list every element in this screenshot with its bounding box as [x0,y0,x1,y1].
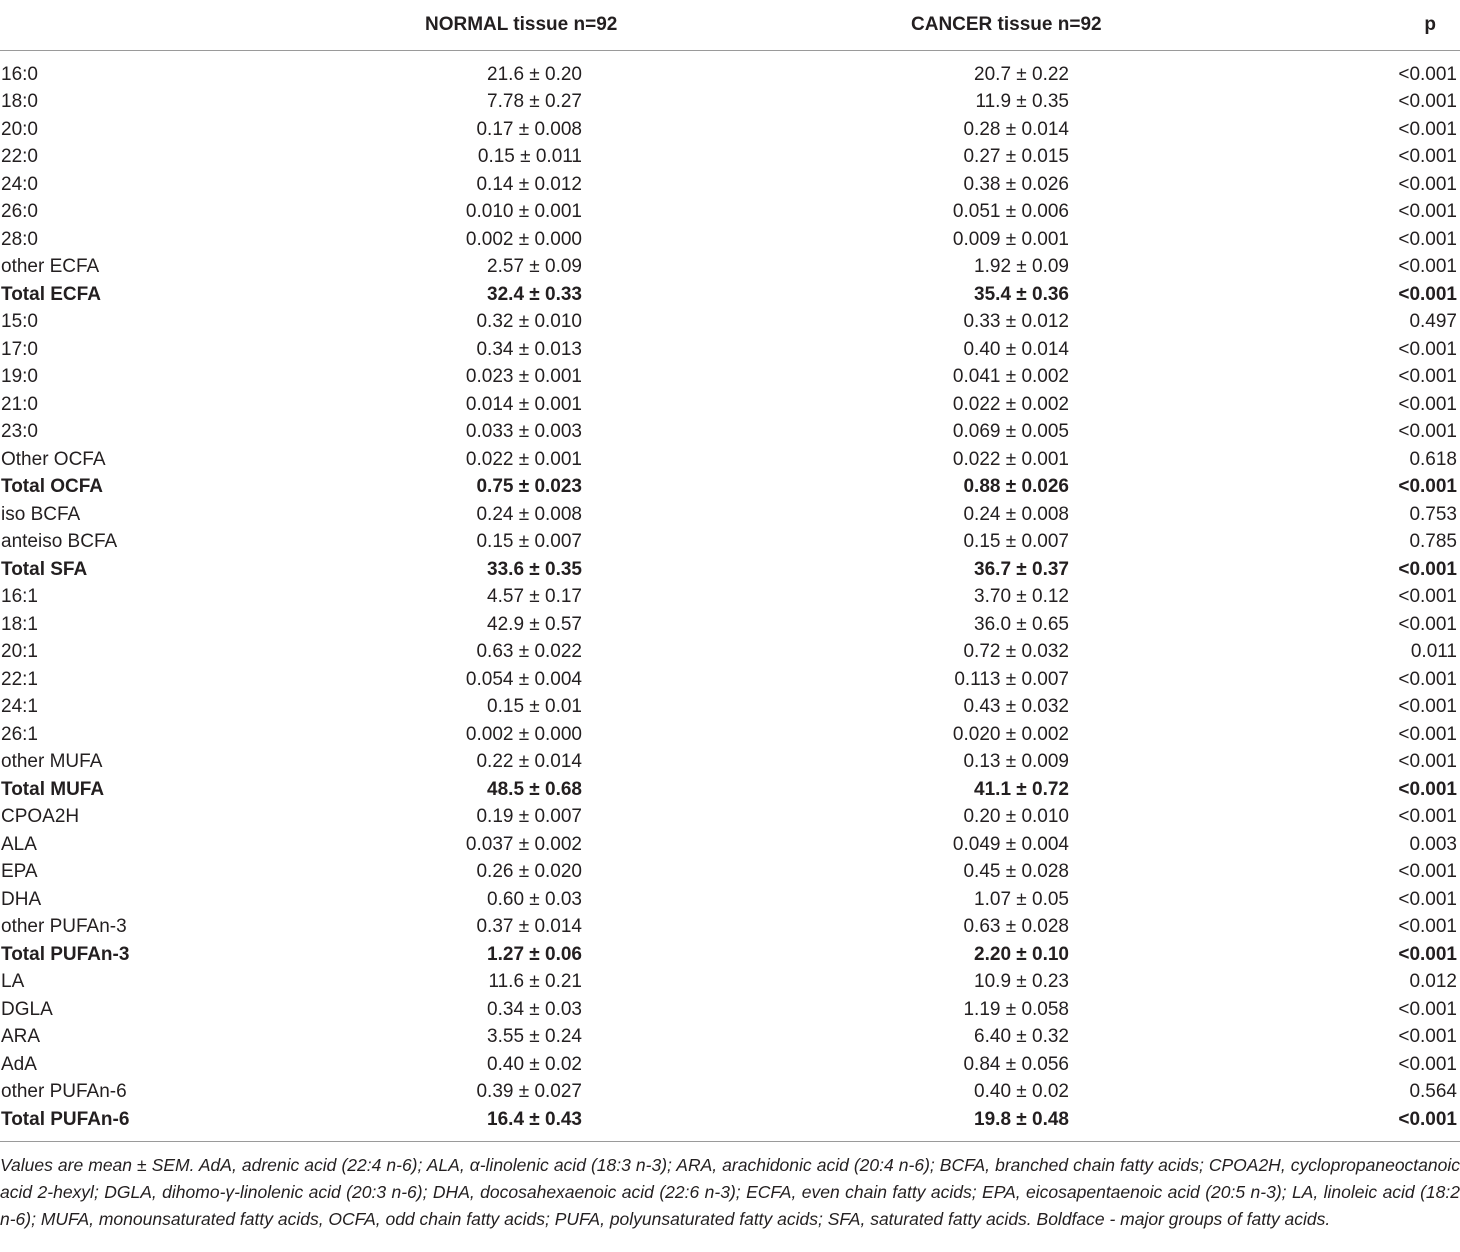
row-cancer-value: 0.051 ± 0.006 [952,201,1069,223]
row-normal-value: 0.037 ± 0.002 [465,833,582,855]
row-p-value: <0.001 [1398,668,1457,690]
row-normal-value: 2.57 ± 0.09 [487,256,582,278]
table-row-total [0,281,1460,309]
row-normal-value: 33.6 ± 0.35 [487,558,582,580]
table-row [0,309,1460,337]
row-p-value: <0.001 [1398,63,1457,85]
row-cancer-value: 0.049 ± 0.004 [952,833,1069,855]
row-normal-value: 0.19 ± 0.007 [476,806,582,828]
row-p-value: <0.001 [1398,1026,1457,1048]
row-cancer-value: 11.9 ± 0.35 [975,91,1069,113]
row-label: Total PUFAn-6 [1,1108,130,1130]
row-p-value: <0.001 [1398,1108,1457,1130]
row-p-value: <0.001 [1398,558,1457,580]
row-label: AdA [1,1053,37,1075]
table-row [0,804,1460,832]
row-cancer-value: 0.15 ± 0.007 [963,531,1069,553]
table-row [0,501,1460,529]
row-label: 16:0 [1,63,38,85]
table-row [0,969,1460,997]
row-label: anteiso BCFA [1,531,118,553]
row-cancer-value: 3.70 ± 0.12 [974,586,1069,608]
row-label: 24:0 [1,173,38,195]
row-p-value: <0.001 [1398,421,1457,443]
table-row [0,831,1460,859]
row-label: other PUFAn-6 [1,1081,127,1103]
row-normal-value: 42.9 ± 0.57 [487,613,582,635]
table-row-total [0,474,1460,502]
row-p-value: <0.001 [1398,118,1457,140]
row-normal-value: 0.39 ± 0.027 [476,1081,582,1103]
table-footnote: Values are mean ± SEM. AdA, adrenic acid (22:4 n-6); ALA, α-linolenic acid (18:3 n-3); ARA, arachidonic acid (20:4 n-6); BCFA, branched chain fatty acids; CPOA2H, cyclopropaneoctanoic acid 2-hexyl; DGLA, dihomo-γ-linolenic acid (20:3 n-6); DHA, docosahexaenoic acid (22:6 n-3); ECFA, even chain fatty acids; EPA, eicosapentaenoic acid (20:5 n-3); LA, linoleic acid (18:2 n-6); MUFA, monounsaturated fatty acids, OCFA, odd chain fatty acids; PUFA, polyunsaturated fatty acids; SFA, saturated fatty acids. Boldface - major groups of fatty acids. [0,1141,1460,1233]
row-label: 21:0 [1,393,38,415]
table-row [0,584,1460,612]
row-normal-value: 0.40 ± 0.02 [487,1053,582,1075]
row-p-value: <0.001 [1398,91,1457,113]
table-row [0,694,1460,722]
row-normal-value: 0.054 ± 0.004 [465,668,582,690]
row-cancer-value: 0.069 ± 0.005 [952,421,1069,443]
row-normal-value: 0.63 ± 0.022 [476,641,582,663]
row-normal-value: 0.002 ± 0.000 [465,723,582,745]
row-p-value: <0.001 [1398,146,1457,168]
row-cancer-value: 0.33 ± 0.012 [963,311,1069,333]
row-cancer-value: 36.0 ± 0.65 [974,613,1069,635]
row-normal-value: 0.60 ± 0.03 [487,888,582,910]
row-cancer-value: 0.13 ± 0.009 [963,751,1069,773]
table-row [0,721,1460,749]
table-row [0,914,1460,942]
table-row [0,1051,1460,1079]
row-normal-value: 32.4 ± 0.33 [487,283,582,305]
row-normal-value: 1.27 ± 0.06 [487,943,582,965]
row-cancer-value: 0.022 ± 0.002 [952,393,1069,415]
row-cancer-value: 0.40 ± 0.014 [963,338,1069,360]
row-normal-value: 0.002 ± 0.000 [465,228,582,250]
row-p-value: <0.001 [1398,861,1457,883]
row-cancer-value: 1.19 ± 0.058 [963,998,1069,1020]
row-cancer-value: 0.24 ± 0.008 [963,503,1069,525]
row-p-value: 0.618 [1409,448,1457,470]
row-cancer-value: 35.4 ± 0.36 [974,283,1069,305]
row-label: 23:0 [1,421,38,443]
row-normal-value: 0.010 ± 0.001 [465,201,582,223]
row-p-value: <0.001 [1398,916,1457,938]
row-normal-value: 0.022 ± 0.001 [465,448,582,470]
row-label: 18:0 [1,91,38,113]
row-p-value: <0.001 [1398,943,1457,965]
row-label: 15:0 [1,311,38,333]
table-row [0,446,1460,474]
row-p-value: <0.001 [1398,696,1457,718]
row-p-value: <0.001 [1398,338,1457,360]
row-label: Other OCFA [1,448,106,470]
row-label: 17:0 [1,338,38,360]
table-row [0,89,1460,117]
row-p-value: <0.001 [1398,778,1457,800]
header-normal-tissue: NORMAL tissue n=92 [300,0,730,51]
row-p-value: <0.001 [1398,173,1457,195]
table-row [0,171,1460,199]
row-cancer-value: 2.20 ± 0.10 [974,943,1069,965]
row-label: 16:1 [1,586,38,608]
row-label: Total ECFA [1,283,101,305]
table-row-total [0,941,1460,969]
row-normal-value: 0.34 ± 0.03 [487,998,582,1020]
row-p-value: 0.011 [1410,641,1457,663]
row-label: 28:0 [1,228,38,250]
row-cancer-value: 1.92 ± 0.09 [974,256,1069,278]
row-normal-value: 0.014 ± 0.001 [465,393,582,415]
row-label: ALA [1,833,37,855]
row-label: 24:1 [1,696,38,718]
table-row [0,391,1460,419]
row-p-value: 0.753 [1409,503,1457,525]
row-label: other ECFA [1,256,100,278]
row-p-value: 0.785 [1409,531,1457,553]
row-normal-value: 0.15 ± 0.011 [477,146,582,168]
table-row [0,51,1460,89]
row-label: 18:1 [1,613,38,635]
row-label: 22:1 [1,668,38,690]
row-normal-value: 0.15 ± 0.01 [487,696,582,718]
row-p-value: 0.564 [1409,1081,1457,1103]
table-row [0,1079,1460,1107]
row-cancer-value: 41.1 ± 0.72 [974,778,1069,800]
row-cancer-value: 20.7 ± 0.22 [974,63,1069,85]
row-label: 19:0 [1,366,38,388]
row-cancer-value: 0.022 ± 0.001 [952,448,1069,470]
row-label: CPOA2H [1,806,80,828]
row-label: other PUFAn-3 [1,916,127,938]
row-normal-value: 0.32 ± 0.010 [476,311,582,333]
table-body [0,51,1460,1134]
table-row [0,666,1460,694]
row-normal-value: 7.78 ± 0.27 [487,91,582,113]
row-normal-value: 3.55 ± 0.24 [487,1026,582,1048]
row-normal-value: 11.6 ± 0.21 [488,971,582,993]
row-normal-value: 0.14 ± 0.012 [476,173,582,195]
row-p-value: <0.001 [1398,806,1457,828]
table-row [0,199,1460,227]
table-row [0,611,1460,639]
table-row [0,996,1460,1024]
row-p-value: <0.001 [1398,366,1457,388]
row-p-value: 0.497 [1409,311,1457,333]
row-cancer-value: 0.27 ± 0.015 [963,146,1069,168]
row-normal-value: 4.57 ± 0.17 [487,586,582,608]
row-label: 20:0 [1,118,38,140]
row-p-value: <0.001 [1398,998,1457,1020]
row-cancer-value: 36.7 ± 0.37 [974,558,1069,580]
table-row [0,886,1460,914]
row-cancer-value: 0.84 ± 0.056 [963,1053,1069,1075]
row-cancer-value: 0.43 ± 0.032 [963,696,1069,718]
row-label: ARA [1,1026,41,1048]
row-cancer-value: 0.63 ± 0.028 [963,916,1069,938]
row-label: iso BCFA [1,503,81,525]
row-normal-value: 21.6 ± 0.20 [487,63,582,85]
row-cancer-value: 6.40 ± 0.32 [974,1026,1069,1048]
row-p-value: <0.001 [1398,751,1457,773]
row-label: LA [1,971,25,993]
row-normal-value: 0.24 ± 0.008 [476,503,582,525]
row-p-value: 0.003 [1409,833,1457,855]
header-row [0,0,1460,51]
table-row [0,639,1460,667]
row-p-value: <0.001 [1398,393,1457,415]
table-row [0,226,1460,254]
row-p-value: <0.001 [1398,1053,1457,1075]
row-label: EPA [1,861,38,883]
row-cancer-value: 1.07 ± 0.05 [974,888,1069,910]
row-normal-value: 0.34 ± 0.013 [476,338,582,360]
row-label: Total SFA [1,558,88,580]
row-p-value: <0.001 [1398,476,1457,498]
table-row [0,1024,1460,1052]
table-row [0,336,1460,364]
row-cancer-value: 0.041 ± 0.002 [952,366,1069,388]
row-p-value: <0.001 [1398,888,1457,910]
row-normal-value: 0.37 ± 0.014 [476,916,582,938]
row-normal-value: 0.033 ± 0.003 [465,421,582,443]
row-label: Total PUFAn-3 [1,943,130,965]
row-cancer-value: 0.38 ± 0.026 [963,173,1069,195]
row-cancer-value: 0.28 ± 0.014 [963,118,1069,140]
table-header [0,0,1460,51]
row-p-value: <0.001 [1398,201,1457,223]
row-label: 26:0 [1,201,38,223]
row-label: other MUFA [1,751,103,773]
row-normal-value: 48.5 ± 0.68 [487,778,582,800]
row-cancer-value: 0.45 ± 0.028 [963,861,1069,883]
row-label: Total MUFA [1,778,105,800]
row-normal-value: 0.26 ± 0.020 [476,861,582,883]
table-row-total [0,776,1460,804]
row-p-value: <0.001 [1398,283,1457,305]
row-label: 20:1 [1,641,38,663]
row-p-value: <0.001 [1398,723,1457,745]
row-cancer-value: 0.40 ± 0.02 [974,1081,1069,1103]
table-row [0,529,1460,557]
row-label: DHA [1,888,42,910]
row-p-value: <0.001 [1398,613,1457,635]
table-row [0,116,1460,144]
row-cancer-value: 0.009 ± 0.001 [952,228,1069,250]
row-normal-value: 0.22 ± 0.014 [476,751,582,773]
row-normal-value: 16.4 ± 0.43 [487,1108,582,1130]
table-row-total [0,556,1460,584]
row-p-value: <0.001 [1398,586,1457,608]
header-p-value: p [1290,0,1460,51]
row-normal-value: 0.023 ± 0.001 [465,366,582,388]
table-row [0,364,1460,392]
row-label: DGLA [1,998,53,1020]
header-cancer-tissue: CANCER tissue n=92 [730,0,1290,51]
row-p-value: <0.001 [1398,228,1457,250]
row-normal-value: 0.17 ± 0.008 [476,118,582,140]
row-cancer-value: 0.20 ± 0.010 [963,806,1069,828]
table-row [0,859,1460,887]
row-cancer-value: 0.020 ± 0.002 [952,723,1069,745]
table-row [0,254,1460,282]
table-row-total [0,1106,1460,1134]
table-row [0,144,1460,172]
table-row [0,749,1460,777]
row-p-value: <0.001 [1398,256,1457,278]
row-label: 22:0 [1,146,38,168]
row-cancer-value: 19.8 ± 0.48 [974,1108,1069,1130]
row-normal-value: 0.15 ± 0.007 [476,531,582,553]
row-normal-value: 0.75 ± 0.023 [476,476,582,498]
table-row [0,419,1460,447]
row-cancer-value: 0.113 ± 0.007 [954,668,1069,690]
row-cancer-value: 0.72 ± 0.032 [963,641,1069,663]
row-label: 26:1 [1,723,38,745]
row-cancer-value: 0.88 ± 0.026 [963,476,1069,498]
row-cancer-value: 10.9 ± 0.23 [974,971,1069,993]
row-label: Total OCFA [1,476,104,498]
row-p-value: 0.012 [1409,971,1457,993]
header-label [0,0,300,51]
